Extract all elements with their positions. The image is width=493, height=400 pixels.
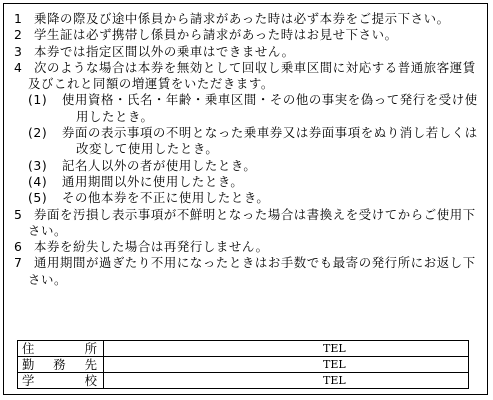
address-field[interactable] [104, 341, 469, 357]
subitem-number: (5) [28, 190, 48, 206]
notice-number: 6 [14, 239, 23, 255]
label-char: 務 [53, 357, 66, 372]
notice-text: 乗降の際及び途中係員から請求があった時は必ず本券をご提示下さい。 [34, 11, 450, 26]
notice-number: 1 [14, 11, 23, 26]
contact-info-table [17, 340, 469, 389]
tel-label: TEL [323, 358, 346, 371]
notice-number: 4 [14, 59, 23, 75]
label-char: 校 [84, 373, 97, 388]
label-char: 所 [84, 341, 97, 356]
notice-number: 7 [14, 255, 23, 271]
notice-item-3 [14, 44, 486, 60]
subitem-number: (2) [28, 125, 48, 141]
notice-text: 学生証は必ず携帯し係員から請求があった時はお見せ下さい。 [34, 27, 398, 43]
subitem-number: (3) [28, 157, 48, 173]
label-char: 先 [84, 357, 97, 372]
label-char: 勤 [22, 357, 35, 372]
notice-text: 通用期間が過ぎたり不用になったときはお手数でも最寄の発行所にお返し下さい。 [28, 255, 476, 287]
notice-item-4 [14, 60, 486, 93]
notice-text: 券面を汚損し表示事項が不鮮明となった場合は書換えを受けてからご使用下さい。 [28, 206, 476, 238]
subitem-text: 券面の表示事項の不明となった乗車券又は券面事項をぬり消し若しくは改変して使用したとき。 [62, 125, 478, 157]
subitem-text: その他本券を不正に使用したとき。 [62, 190, 270, 206]
ticket-notice-frame [3, 3, 488, 395]
notice-text-block [14, 11, 486, 288]
subitem-number: (4) [28, 173, 48, 189]
notice-item-1 [14, 11, 486, 27]
label-char: 住 [22, 341, 35, 356]
notice-item-7 [14, 255, 486, 288]
subitem-number: (1) [28, 92, 48, 108]
notice-number: 3 [14, 43, 23, 59]
contact-row-school [18, 373, 469, 389]
workplace-field[interactable] [104, 357, 469, 373]
notice-number: 2 [14, 27, 23, 43]
notice-subitem-2 [14, 125, 486, 158]
tel-label: TEL [323, 374, 346, 387]
subitem-text: 記名人以外の者が使用したとき。 [62, 157, 257, 173]
school-field[interactable] [104, 373, 469, 389]
notice-item-2 [14, 27, 486, 43]
school-label [18, 373, 104, 389]
notice-number: 5 [14, 206, 23, 222]
address-label [18, 341, 104, 357]
notice-item-6 [14, 239, 486, 255]
contact-row-address [18, 341, 469, 357]
notice-text: 本券では指定区間以外の乗車はできません。 [34, 43, 295, 59]
subitem-text: 通用期間以外に使用したとき。 [62, 173, 244, 189]
notice-item-5 [14, 207, 486, 240]
notice-subitem-5 [14, 190, 486, 206]
subitem-text: 使用資格・氏名・年齢・乗車区間・その他の事実を偽って発行を受け使用したとき。 [62, 92, 478, 124]
tel-label: TEL [323, 342, 346, 355]
notice-subitem-4 [14, 174, 486, 190]
notice-text: 次のような場合は本券を無効として回収し乗車区間に対応する普通旅客運賃及びこれと同額の増運賃をいただきます。 [28, 59, 476, 92]
notice-subitem-1 [14, 92, 486, 125]
notice-subitem-3 [14, 158, 486, 174]
contact-row-workplace [18, 357, 469, 373]
notice-text: 本券を紛失した場合は再発行しません。 [34, 239, 269, 255]
workplace-label [18, 357, 104, 373]
label-char: 学 [22, 373, 35, 388]
